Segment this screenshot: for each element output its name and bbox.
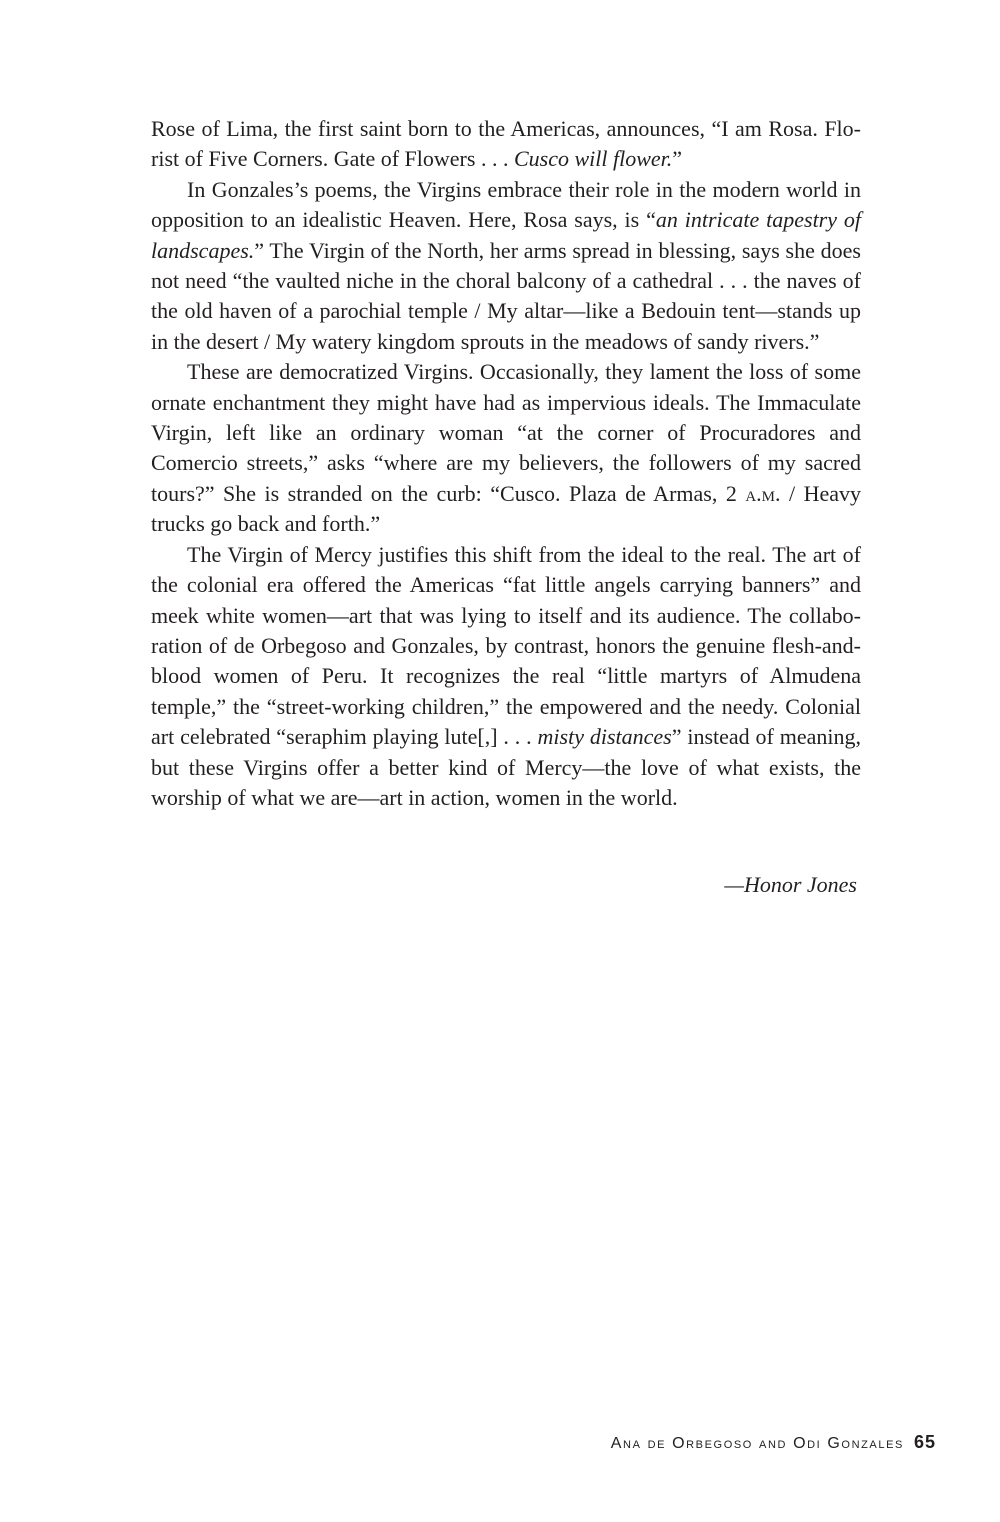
signature-text: —Honor Jones bbox=[724, 872, 857, 897]
paragraph bbox=[151, 114, 861, 175]
text-segment: These are democratized Virgins. Occasionally, they lament the loss of some ornate enchantment they might have had as impervious ideals. The Immaculate Virgin, left like an ordinary woman “at the corner of Procuradores and Comercio streets,” asks “where are my believers, the followers of my sacred tours?” She is stranded on the curb: “Cusco. Plaza de Armas, 2 bbox=[151, 359, 861, 506]
text-segment: / Heavy trucks go back and forth.” bbox=[151, 480, 862, 537]
body-text bbox=[151, 114, 861, 813]
text-segment: The Virgin of Mercy justifies this shift from the ideal to the real. The art of the colonial era offered the Americas “fat little angels carrying banners” and meek white women—art that was lying to itself and its audience. The collaboration of de Orbegoso and Gonzales, by contrast, honors the genuine flesh-and-blood women of Peru. It recognizes the real “little martyrs of Almudena temple,” the “street-working children,” the empowered and the needy. Colonial art celebrated “seraphim playing lute[,] . . . bbox=[151, 541, 861, 750]
page-number: 65 bbox=[913, 1432, 936, 1452]
page-footer bbox=[611, 1432, 936, 1453]
paragraph bbox=[151, 540, 861, 814]
italic-quote: an intricate tapestry of landscapes. bbox=[151, 207, 862, 263]
running-head: Ana de Orbegoso and Odi Gonzales bbox=[610, 1435, 904, 1452]
text-segment: ” bbox=[672, 146, 683, 172]
text-segment: ” The Virgin of the North, her arms spread in blessing, says she does not need “the vaulted niche in the choral balcony of a cathedral . . . the naves of the old haven of a parochial temple / My altar—like a Bedouin tent—stands up in the desert / My watery kingdom sprouts in the meadows of sandy rivers.” bbox=[151, 237, 861, 354]
italic-quote: Cusco will flower. bbox=[513, 146, 673, 172]
text-segment: Rose of Lima, the first saint born to the Americas, announces, “I am Rosa. Florist of Five Corners. Gate of Flowers . . . bbox=[151, 116, 861, 172]
text-segment: In Gonzales’s poems, the Virgins embrace their role in the modern world in opposition to an idealistic Heaven. Here, Rosa says, is “ bbox=[151, 176, 861, 233]
paragraph bbox=[151, 175, 861, 357]
italic-quote: misty distances bbox=[537, 724, 672, 750]
text-segment: ” instead of meaning, but these Virgins offer a better kind of Mercy—the love of what exists, the worship of what we are—art in action, women in the world. bbox=[151, 724, 861, 810]
author-signature bbox=[724, 870, 857, 900]
paragraph bbox=[151, 357, 861, 539]
small-caps-text: a.m. bbox=[745, 480, 781, 506]
